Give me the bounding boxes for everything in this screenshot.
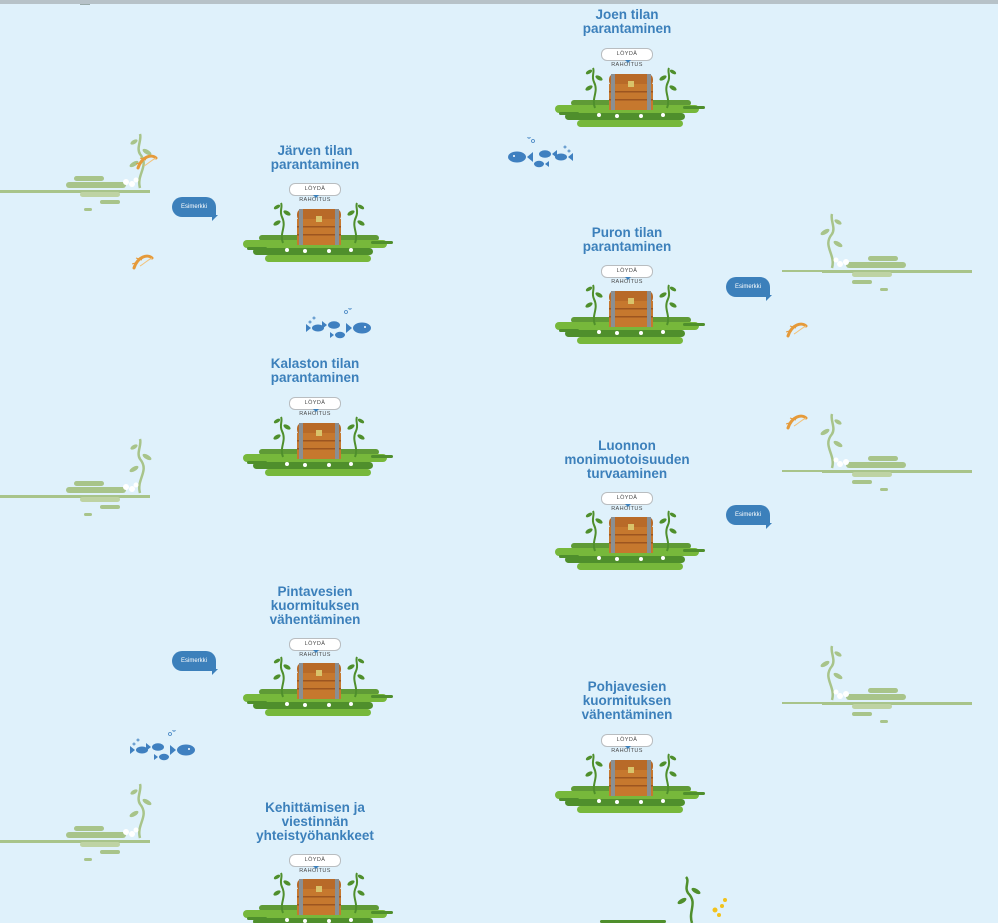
treasure-chest-icon xyxy=(551,64,711,134)
card-puron-tilan-parantaminen[interactable] xyxy=(547,226,707,348)
find-funding-button[interactable]: LÖYDÄ RAHOITUS xyxy=(601,492,653,505)
example-bubble[interactable]: Esimerkki xyxy=(172,651,216,671)
treasure-chest-icon xyxy=(239,653,399,723)
seaweed-icon xyxy=(782,210,972,300)
card-title: Joen tilan parantaminen xyxy=(582,7,672,36)
card-title: Pintavesien kuormituksen vähentäminen xyxy=(269,584,361,627)
treasure-chest-icon xyxy=(239,869,395,923)
seaweed-icon xyxy=(0,435,160,525)
treasure-chest-icon xyxy=(239,199,399,269)
seaweed-icon xyxy=(0,130,160,220)
fish-school-icon xyxy=(505,137,573,171)
card-pohjavesien-kuormituksen-vahentaminen[interactable] xyxy=(547,680,707,816)
card-joen-tilan-parantaminen[interactable] xyxy=(547,8,707,128)
card-luonnon-monimuotoisuuden-turvaaminen[interactable] xyxy=(547,439,707,575)
find-funding-button[interactable]: LÖYDÄ RAHOITUS xyxy=(601,734,653,747)
find-funding-button[interactable]: LÖYDÄ RAHOITUS xyxy=(289,397,341,410)
shrimp-icon xyxy=(132,252,154,270)
card-kalaston-tilan-parantaminen[interactable] xyxy=(235,357,395,479)
treasure-chest-icon xyxy=(551,507,711,577)
shrimp-icon xyxy=(136,152,158,170)
card-title: Kalaston tilan parantaminen xyxy=(270,356,360,385)
find-funding-button[interactable]: LÖYDÄ RAHOITUS xyxy=(601,48,653,61)
find-funding-button[interactable]: LÖYDÄ RAHOITUS xyxy=(289,638,341,651)
shrimp-icon xyxy=(786,412,808,430)
seaweed-icon xyxy=(782,642,972,732)
treasure-chest-icon xyxy=(551,281,711,351)
find-funding-button[interactable]: LÖYDÄ RAHOITUS xyxy=(289,854,341,867)
browser-top-edge xyxy=(0,0,998,4)
example-bubble[interactable]: Esimerkki xyxy=(172,197,216,217)
card-jarven-tilan-parantaminen[interactable] xyxy=(235,144,395,266)
card-title: Kehittämisen ja viestinnän yhteistyöhankkeet xyxy=(256,801,374,843)
yellow-flowers-icon xyxy=(710,896,730,918)
card-title: Järven tilan parantaminen xyxy=(270,143,360,172)
example-bubble[interactable]: Esimerkki xyxy=(726,505,770,525)
card-pintavesien-kuormituksen-vahentaminen[interactable] xyxy=(235,585,395,721)
example-bubble[interactable]: Esimerkki xyxy=(726,277,770,297)
shrimp-icon xyxy=(786,320,808,338)
fish-school-icon xyxy=(130,730,198,764)
card-title: Luonnon monimuotoisuuden turvaaminen xyxy=(564,438,690,481)
card-title: Puron tilan parantaminen xyxy=(582,225,672,254)
seaweed-icon xyxy=(0,780,160,870)
treasure-chest-icon xyxy=(239,413,399,483)
seaweed-icon xyxy=(598,875,708,923)
find-funding-button[interactable]: LÖYDÄ RAHOITUS xyxy=(601,265,653,278)
seaweed-icon xyxy=(782,410,972,500)
fish-school-icon xyxy=(306,308,374,342)
card-kehittamisen-ja-viestinnan-yhteistyohankkeet[interactable] xyxy=(235,801,395,923)
find-funding-button[interactable]: LÖYDÄ RAHOITUS xyxy=(289,183,341,196)
card-title: Pohjavesien kuormituksen vähentäminen xyxy=(581,679,673,722)
treasure-chest-icon xyxy=(551,750,711,820)
